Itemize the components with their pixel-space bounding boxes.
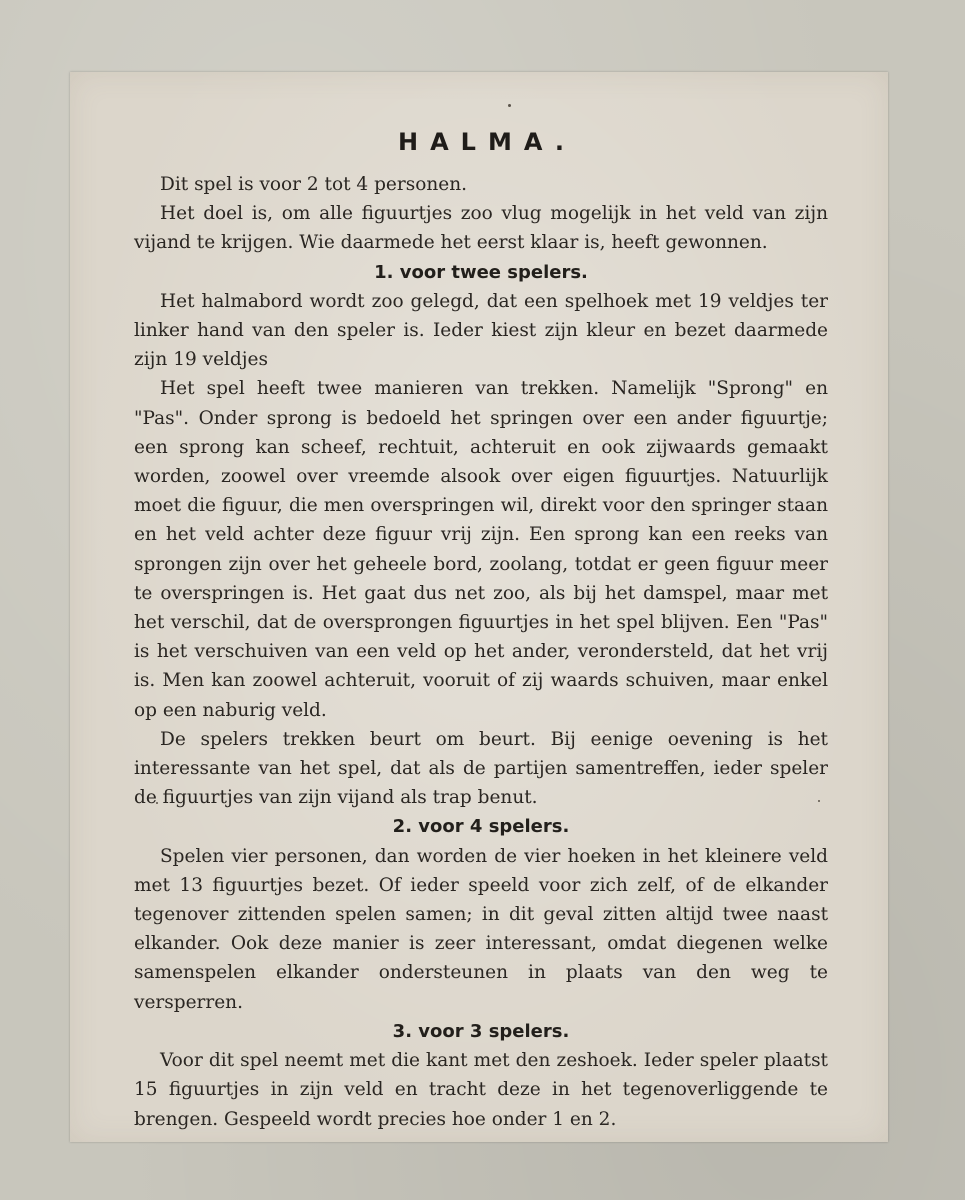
section1-paragraph: De spelers trekken beurt om beurt. Bij eenige oevening is het interessante van het spel, dat als de partijen samentreffen, ieder speler de figuurtjes van zijn vijand als trap benut. [134,728,828,809]
paper-speck [508,104,511,107]
intro-paragraph: Het doel is, om alle figuurtjes zoo vlug mogelijk in het veld van zijn vijand te krijgen. Wie daarmede het eerst klaar is, heeft gewonnen. [134,203,828,254]
document-body [134,122,828,1134]
section-heading-four-players: 2. voor 4 spelers. [392,816,570,838]
section-heading-two-players: 1. voor twee spelers. [374,261,588,283]
document-page [70,72,888,1142]
section1-paragraph: Het spel heeft twee manieren van trekken. Namelijk "Sprong" en "Pas". Onder sprong is bedoeld het springen over een ander figuurtje; een sprong kan scheef, rechtuit, achteruit en ook zijwaards gemaakt worden, zoowel over vreemde alsook over eigen figuurtjes. Natuurlijk moet die figuur, die men overspringen wil, direkt voor den springer staan en het veld achter deze figuur vrij zijn. Een sprong kan een reeks van sprongen zijn over het geheele bord, zoolang, totdat er geen figuur meer te overspringen is. Het gaat dus net zoo, als bij het damspel, maar met het verschil, dat de oversprongen figuurtjes in het spel blijven. Een "Pas" is het verschuiven van een veld op het ander, verondersteld, dat het vrij is. Men kan zoowel achteruit, vooruit of zij waards schuiven, maar enkel op een naburig veld. [134,378,828,721]
section1-paragraph: Het halmabord wordt zoo gelegd, dat een spelhoek met 19 veldjes ter linker hand van den speler is. Ieder kiest zijn kleur en bezet daarmede zijn 19 veldjes [134,290,828,371]
section2-paragraph: Spelen vier personen, dan worden de vier hoeken in het kleinere veld met 13 figuurtjes bezet. Of ieder speeld voor zich zelf, of de elkander tegenover zittenden spelen samen; in dit geval zitten altijd twee naast elkander. Ook deze manier is zeer interessant, omdat diegenen welke samenspelen elkander ondersteunen in plaats van den weg te versperren. [134,845,828,1013]
section3-paragraph: Voor dit spel neemt met die kant met den zeshoek. Ieder speler plaatst 15 figuurtjes in zijn veld en tracht deze in het tegenoverliggende te brengen. Gespeeld wordt precies hoe onder 1 en 2. [134,1050,828,1130]
intro-paragraph: Dit spel is voor 2 tot 4 personen. [160,174,468,195]
document-title: HALMA. [398,128,576,156]
section-heading-three-players: 3. voor 3 spelers. [392,1020,570,1042]
